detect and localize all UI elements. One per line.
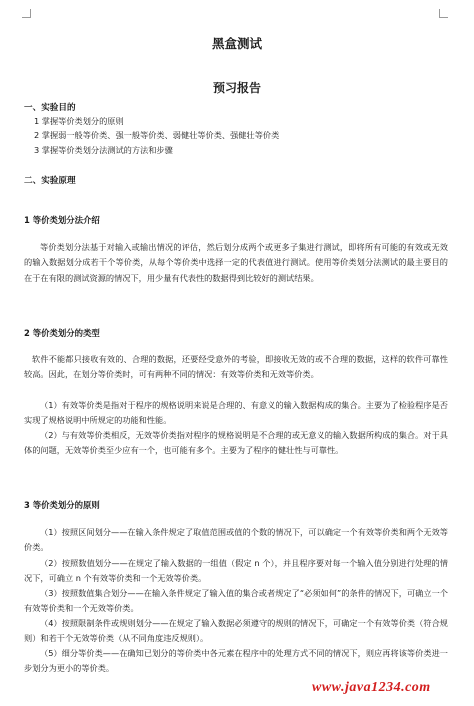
document-subtitle: 预习报告 — [212, 81, 261, 95]
paragraph: （2）与有效等价类相反，无效等价类指对程序的规格说明是不合理的或无意义的输入数据所构成的集合。对于具体的问题，无效等价类至少应有一个，也可能有多个。主要为了程序的健壮性与可靠性。 — [24, 430, 448, 456]
document-title: 黑盒测试 — [211, 36, 262, 51]
paragraph: （4）按照限制条件或规则划分——在规定了输入数据必须遵守的规则的情况下，可确定一个有效等价类（符合规则）和若干个无效等价类（从不同角度违反规则）。 — [24, 618, 448, 644]
watermark-text: www.java1234.com — [312, 680, 431, 695]
list-item: 3 掌握等价类划分法测试的方法和步骤 — [34, 145, 173, 155]
subsection-heading: 1 等价类划分法介绍 — [24, 215, 100, 225]
paragraph: 软件不能都只接收有效的、合理的数据，还要经受意外的考验，即接收无效的或不合理的数据，这样的软件可靠性较高。因此，在划分等价类时，可有两种不同的情况：有效等价类和无效等价类。 — [24, 354, 448, 380]
subsection-heading: 2 等价类划分的类型 — [24, 328, 100, 338]
list-item: 1 掌握等价类划分的原则 — [34, 116, 124, 126]
paragraph: （3）按照数值集合划分——在输入条件规定了输入值的集合或者规定了“必须如何”的条件的情况下，可确立一个有效等价类和一个无效等价类。 — [24, 588, 448, 614]
page-corner-mark — [22, 9, 31, 18]
paragraph: （2）按照数值划分——在规定了输入数据的一组值（假定 n 个），并且程序要对每一个输入值分别进行处理的情况下，可确立 n 个有效等价类和一个无效等价类。 — [24, 558, 448, 584]
subsection-heading: 3 等价类划分的原则 — [24, 500, 100, 510]
paragraph: （1）有效等价类是指对于程序的规格说明来说是合理的、有意义的输入数据构成的集合。主要为了检验程序是否实现了规格说明中所规定的功能和性能。 — [24, 400, 448, 426]
paragraph: 等价类划分法基于对输入或输出情况的评估，然后划分成两个或更多子集进行测试，即将所有可能的有效或无效的输入数据划分成若干个等价类，从每个等价类中选择一定的代表值进行测试。使用等价类划分法测试的最主要目的在于在有限的测试资源的情况下，用少量有代表性的数据得到比较好的测试结果。 — [24, 242, 448, 283]
list-item: 2 掌握弱一般等价类、强一般等价类、弱健壮等价类、强健壮等价类 — [34, 130, 280, 140]
section-heading: 二、实验原理 — [24, 176, 76, 186]
section-heading: 一、实验目的 — [24, 103, 76, 113]
paragraph: （1）按照区间划分——在输入条件规定了取值范围或值的个数的情况下，可以确定一个有效等价类和两个无效等价类。 — [24, 527, 448, 553]
paragraph: （5）细分等价类——在确知已划分的等价类中各元素在程序中的处理方式不同的情况下，则应再将该等价类进一步划分为更小的等价类。 — [24, 648, 448, 674]
page-corner-mark — [439, 9, 448, 18]
